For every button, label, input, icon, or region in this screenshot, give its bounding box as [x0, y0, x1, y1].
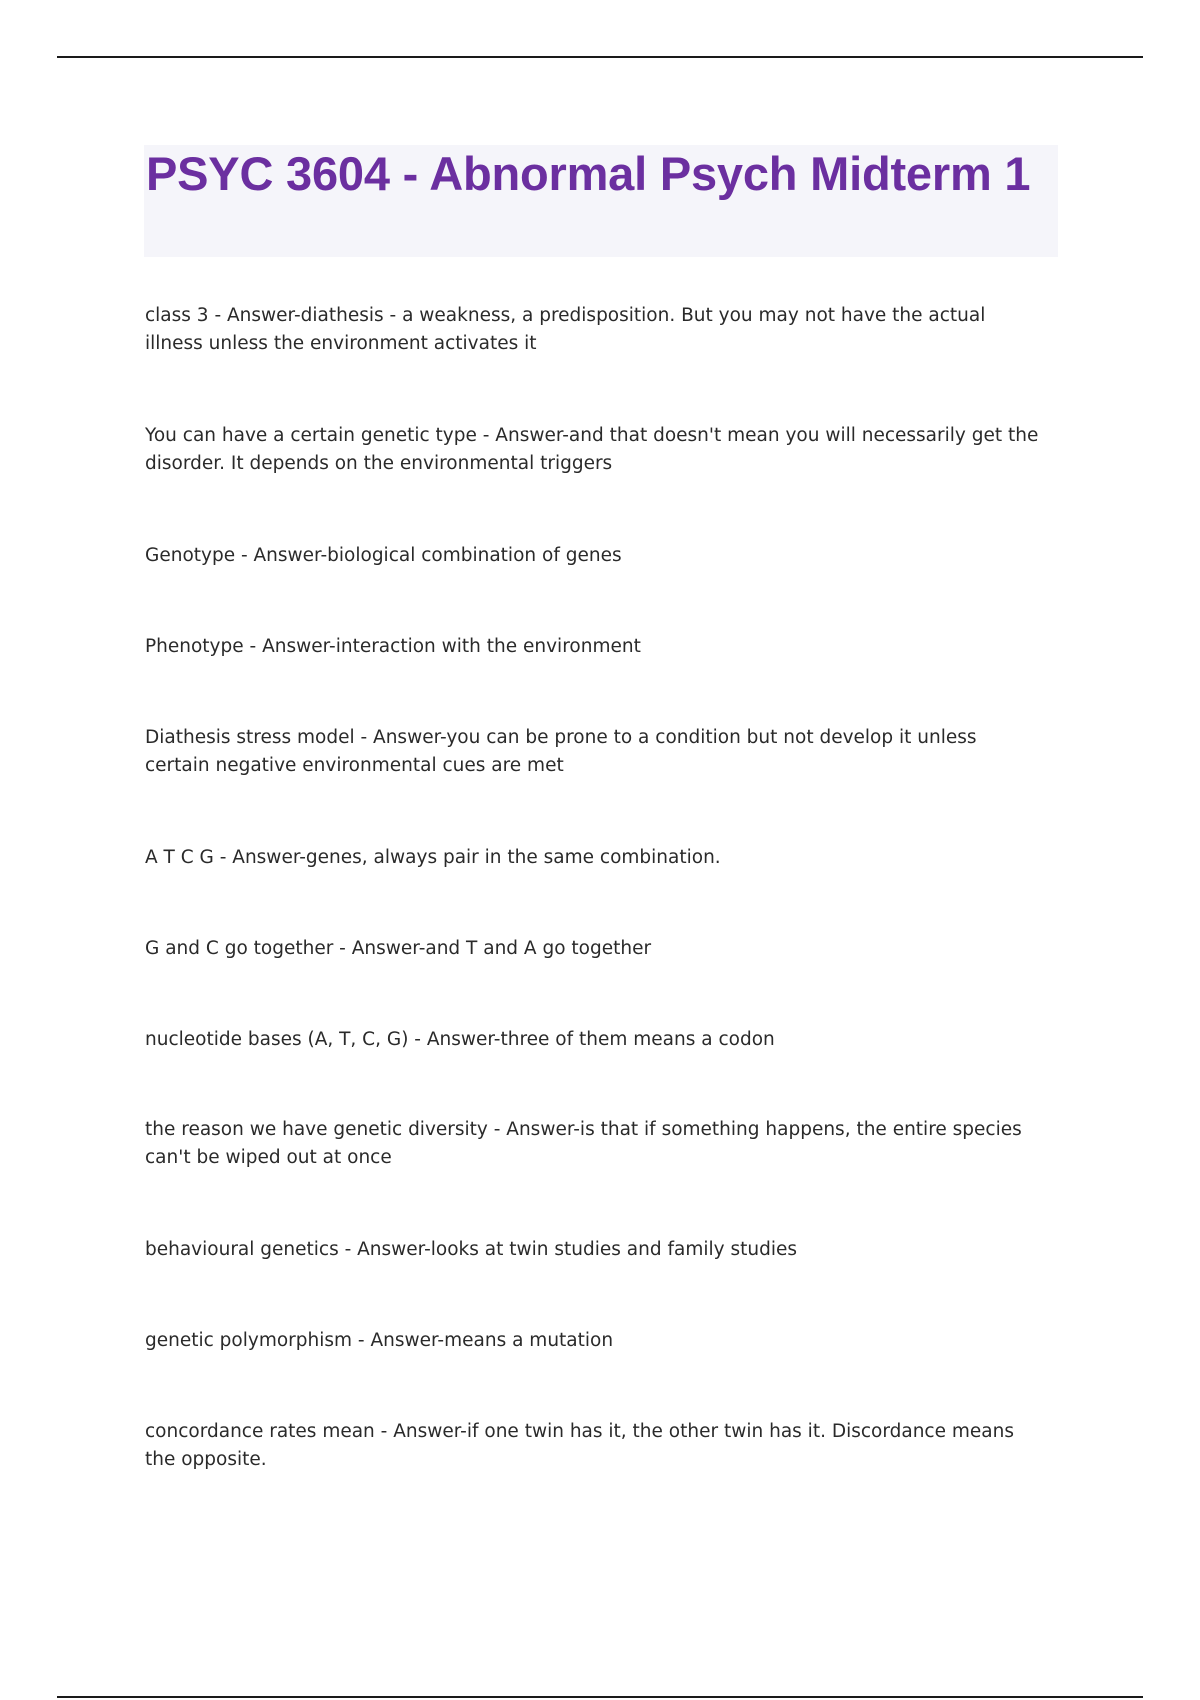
qa-entry: the reason we have genetic diversity - Answer-is that if something happens, the entire species can't be wiped out at once: [145, 1119, 1022, 1168]
qa-entry: nucleotide bases (A, T, C, G) - Answer-three of them means a codon: [145, 1029, 775, 1050]
qa-entry: Genotype - Answer-biological combination of genes: [145, 545, 622, 566]
qa-entry: behavioural genetics - Answer-looks at twin studies and family studies: [145, 1239, 797, 1260]
qa-entry: concordance rates mean - Answer-if one twin has it, the other twin has it. Discordance means the opposite.: [145, 1421, 1014, 1470]
qa-entry: You can have a certain genetic type - Answer-and that doesn't mean you will necessarily get the disorder. It depends on the environmental triggers: [145, 425, 1039, 474]
qa-entry: G and C go together - Answer-and T and A go together: [145, 938, 652, 959]
qa-entry: A T C G - Answer-genes, always pair in the same combination.: [145, 847, 721, 868]
qa-entry: class 3 - Answer-diathesis - a weakness, a predisposition. But you may not have the actual illness unless the environment activates it: [145, 305, 986, 354]
top-divider: [57, 56, 1143, 58]
qa-entry: genetic polymorphism - Answer-means a mutation: [145, 1330, 614, 1351]
qa-entry: Phenotype - Answer-interaction with the environment: [145, 636, 641, 657]
qa-entry: Diathesis stress model - Answer-you can be prone to a condition but not develop it unless certain negative environmental cues are met: [145, 727, 977, 776]
page-title: PSYC 3604 - Abnormal Psych Midterm 1: [146, 147, 1031, 200]
title-banner: [144, 145, 1058, 257]
bottom-divider: [57, 1696, 1143, 1698]
